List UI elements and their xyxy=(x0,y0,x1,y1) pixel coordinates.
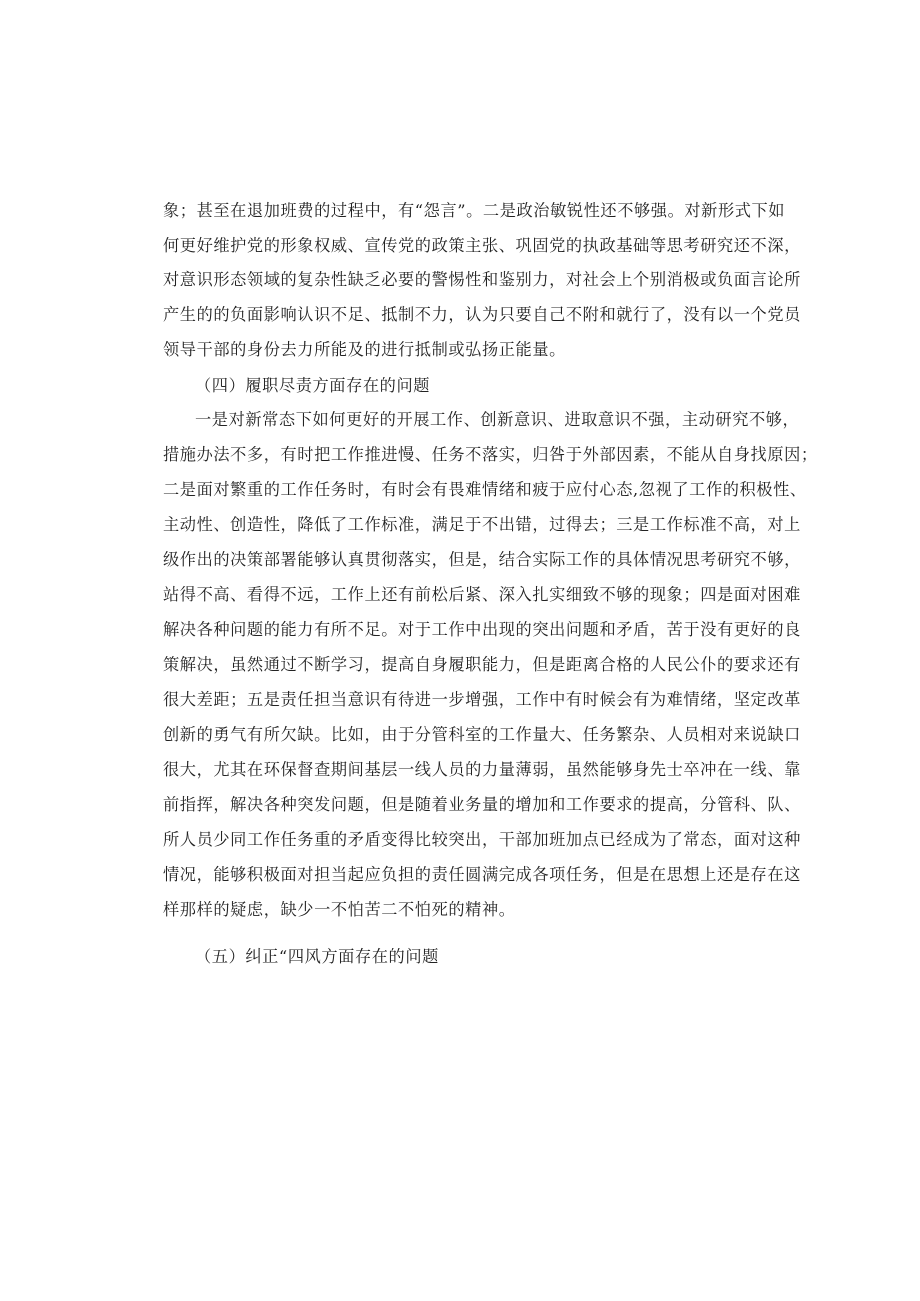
paragraph-2-line-15: 样那样的疑虑，缺少一不怕苦二不怕死的精神。 xyxy=(163,900,516,919)
paragraph-2-line-2: 措施办法不多，有时把工作推进慢、任务不落实，归咎于外部因素，不能从自身找原因； xyxy=(163,445,818,464)
paragraph-2-line-10: 创新的勇气有所欠缺。比如，由于分管科室的工作量大、任务繁杂、人员相对来说缺口 xyxy=(163,725,801,744)
paragraph-2-line-6: 站得不高、看得不远，工作上还有前松后紧、深入扎实细致不够的现象；四是面对困难 xyxy=(163,585,801,604)
paragraph-2-line-3: 二是面对繁重的工作任务时，有时会有畏难情绪和疲于应付心态,忽视了工作的积极性、 xyxy=(163,480,807,499)
paragraph-1-line-4: 产生的的负面影响认识不足、抵制不力，认为只要自己不附和就行了，没有以一个党员 xyxy=(163,305,801,324)
paragraph-2-line-8: 策解决，虽然通过不断学习，提高自身履职能力，但是距离合格的人民公仆的要求还有 xyxy=(163,655,801,674)
paragraph-2-line-7: 解决各种问题的能力有所不足。对于工作中出现的突出问题和矛盾，苦于没有更好的良 xyxy=(163,620,801,639)
paragraph-2-line-11: 很大，尤其在环保督查期间基层一线人员的力量薄弱，虽然能够身先士卒冲在一线、靠 xyxy=(163,760,801,779)
paragraph-2-line-5: 级作出的决策部署能够认真贯彻落实，但是，结合实际工作的具体情况思考研究不够， xyxy=(163,550,801,569)
paragraph-2-line-1: 一是对新常态下如何更好的开展工作、创新意识、进取意识不强，主动研究不够， xyxy=(195,410,800,429)
paragraph-2-line-12: 前指挥，解决各种突发问题，但是随着业务量的增加和工作要求的提高，分管科、队、 xyxy=(163,795,801,814)
paragraph-1-line-3: 对意识形态领域的复杂性缺乏必要的警惕性和鉴别力，对社会上个别消极或负面言论所 xyxy=(163,270,801,289)
paragraph-2-line-13: 所人员少同工作任务重的矛盾变得比较突出，干部加班加点已经成为了常态，面对这种 xyxy=(163,830,801,849)
paragraph-2-line-4: 主动性、创造性，降低了工作标准，满足于不出错，过得去；三是工作标准不高，对上 xyxy=(163,515,801,534)
section-heading-5: （五）纠正“四风方面存在的问题 xyxy=(195,947,439,966)
paragraph-2-line-9: 很大差距；五是责任担当意识有待进一步增强，工作中有时候会有为难情绪，坚定改革 xyxy=(163,690,801,709)
paragraph-1-line-1: 象；甚至在退加班费的过程中，有“怨言”。二是政治敏锐性还不够强。对新形式下如 xyxy=(163,201,786,220)
paragraph-1-line-2: 何更好维护党的形象权威、宣传党的政策主张、巩固党的执政基础等思考研究还不深， xyxy=(163,236,801,255)
paragraph-1-line-5: 领导干部的身份去力所能及的进行抵制或弘扬正能量。 xyxy=(163,340,566,359)
paragraph-2-line-14: 情况，能够积极面对担当起应负担的责任圆满完成各项任务，但是在思想上还是存在这 xyxy=(163,865,801,884)
section-heading-4: （四）履职尽责方面存在的问题 xyxy=(195,376,431,395)
